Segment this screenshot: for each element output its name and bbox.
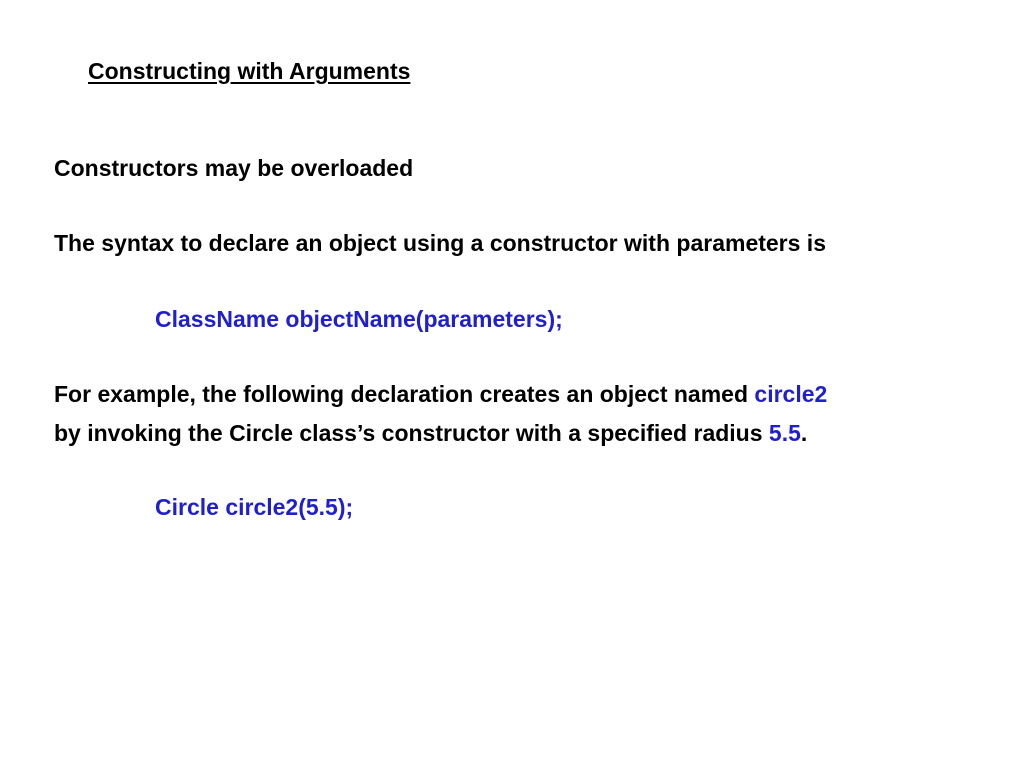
highlight-circle2: circle2	[754, 381, 828, 407]
text-syntax: The syntax to declare an object using a constructor with parameters is	[54, 230, 826, 256]
slide-title: Constructing with Arguments	[88, 58, 411, 84]
highlight-radius: 5.5	[768, 420, 801, 446]
text-period: .	[800, 420, 808, 446]
text-example-line1	[54, 381, 827, 408]
text-example-part1: For example, the following declaration creates an object named	[54, 381, 755, 407]
text-example-part2: by invoking the Circle class’s constructor with a specified radius	[54, 420, 769, 446]
code-example: Circle circle2(5.5);	[155, 494, 354, 520]
code-syntax: ClassName objectName(parameters);	[155, 306, 563, 332]
text-example-line2	[54, 420, 807, 447]
text-overloaded: Constructors may be overloaded	[54, 155, 414, 181]
